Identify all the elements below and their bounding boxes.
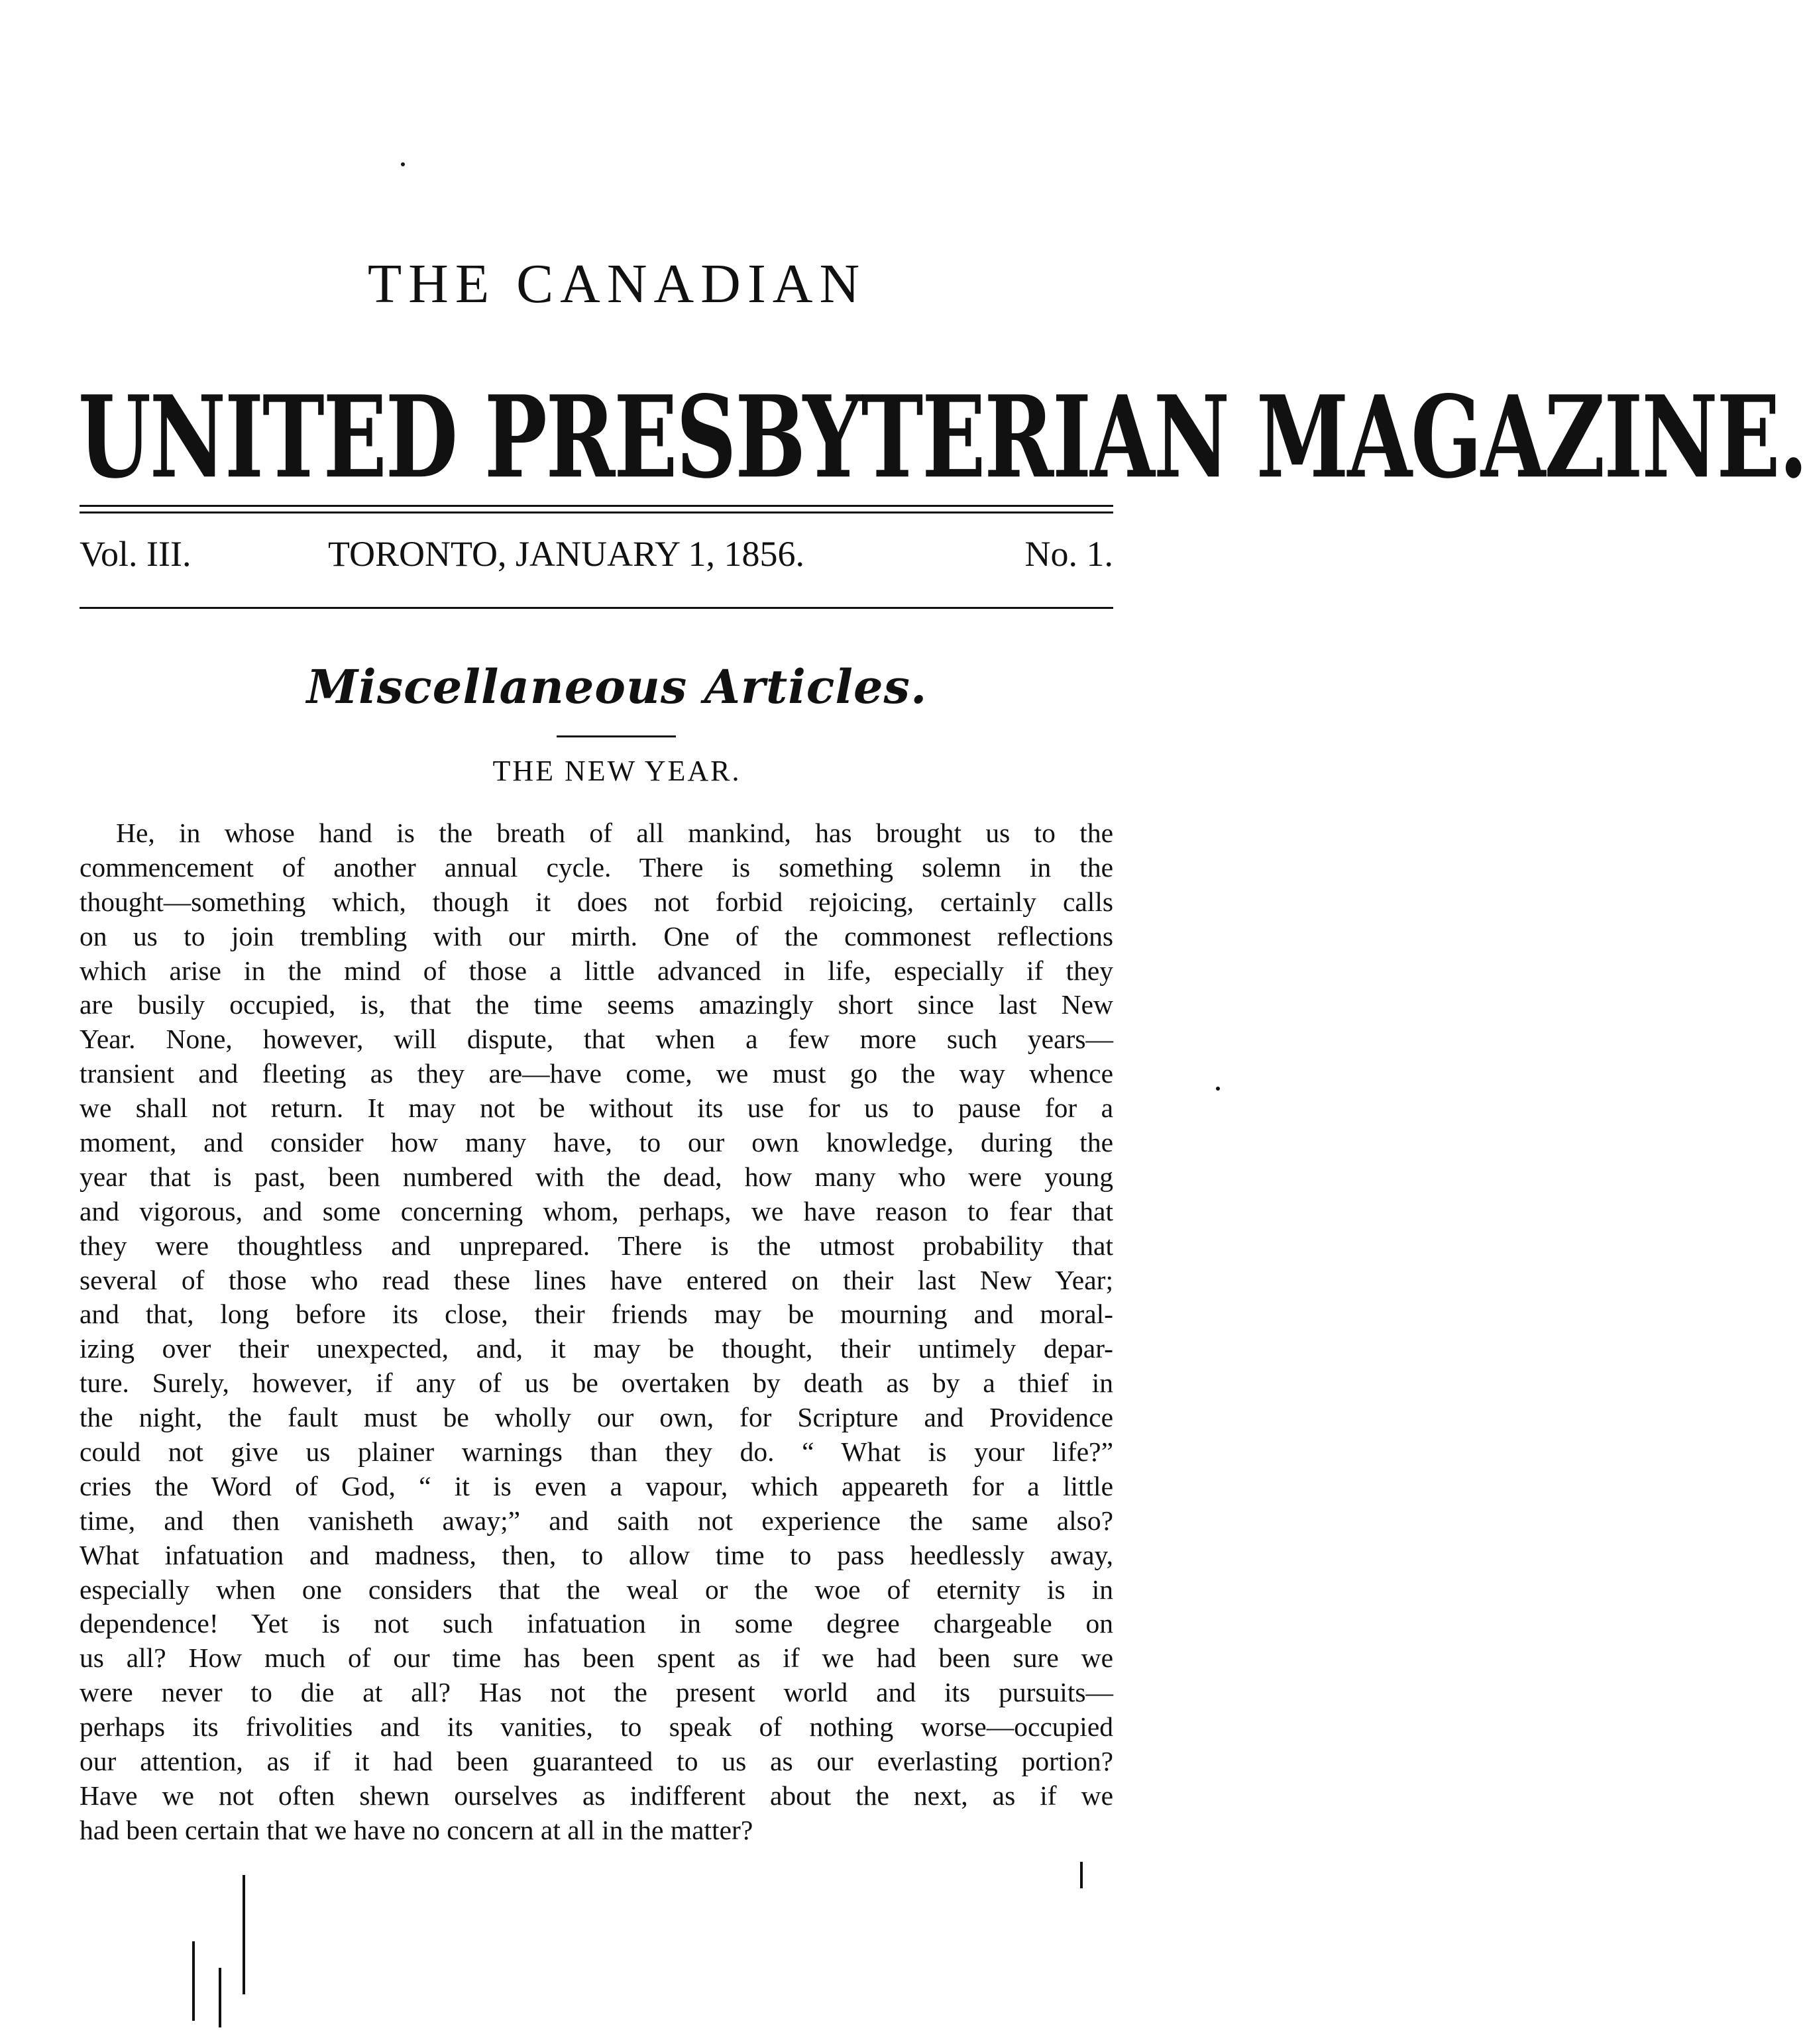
scan-mark	[219, 1968, 221, 2027]
body-line: several of those who read these lines have entered on their last New Year;	[80, 1264, 1113, 1295]
body-line: could not give us plainer warnings than they do. “ What is your life?”	[80, 1436, 1113, 1468]
masthead-title: UNITED PRESBYTERIAN MAGAZINE.	[78, 371, 1807, 504]
body-line: on us to join trembling with our mirth. One of the commonest reflections	[80, 920, 1113, 951]
body-line: He, in whose hand is the breath of all mankind, has brought us to the	[116, 818, 1113, 848]
masthead-double-rule	[80, 505, 1113, 513]
place-date: TORONTO, JANUARY 1, 1856.	[328, 534, 805, 574]
body-line: time, and then vanisheth away;” and saith not experience the same also?	[80, 1505, 1113, 1536]
masthead-subtitle: THE CANADIAN	[367, 253, 867, 315]
section-heading: Miscellaneous Articles.	[306, 659, 928, 714]
body-line: What infatuation and madness, then, to allow time to pass heedlessly away,	[80, 1539, 1113, 1570]
body-line: were never to die at all? Has not the present world and its pursuits—	[80, 1677, 1113, 1708]
body-line: commencement of another annual cycle. There is something solemn in the	[80, 851, 1113, 883]
body-line: are busily occupied, is, that the time seems amazingly short since last New	[80, 989, 1113, 1020]
body-line: our attention, as if it had been guaranteed to us as our everlasting portion?	[80, 1746, 1113, 1777]
section-divider	[557, 735, 676, 737]
issue-number: No. 1.	[1024, 534, 1113, 574]
scan-mark	[243, 1875, 245, 1994]
body-line: transient and fleeting as they are—have come, we must go the way whence	[80, 1058, 1113, 1089]
body-line: we shall not return. It may not be without its use for us to pause for a	[80, 1093, 1113, 1124]
scan-mark	[1080, 1862, 1083, 1888]
body-line: dependence! Yet is not such infatuation in some degree chargeable on	[80, 1608, 1113, 1639]
body-line: cries the Word of God, “ it is even a vapour, which appeareth for a little	[80, 1470, 1113, 1501]
body-line: izing over their unexpected, and, it may be thought, their untimely depar-	[80, 1333, 1113, 1364]
article-title: THE NEW YEAR.	[492, 755, 741, 787]
body-line: they were thoughtless and unprepared. There is the utmost probability that	[80, 1230, 1113, 1261]
body-line: perhaps its frivolities and its vanities, to speak of nothing worse—occupied	[80, 1711, 1113, 1743]
article-body	[80, 816, 1113, 1848]
body-line: especially when one considers that the weal or the woe of eternity is in	[80, 1574, 1113, 1605]
body-line: had been certain that we have no concern at all in the matter?	[80, 1814, 753, 1845]
volume-label: Vol. III.	[80, 534, 192, 574]
body-line: thought—something which, though it does not forbid rejoicing, certainly calls	[80, 886, 1113, 917]
body-line: moment, and consider how many have, to our own knowledge, during the	[80, 1127, 1113, 1158]
body-line: which arise in the mind of those a little advanced in life, especially if they	[80, 955, 1113, 986]
body-line: year that is past, been numbered with the dead, how many who were young	[80, 1161, 1113, 1192]
body-line: and that, long before its close, their friends may be mourning and moral-	[80, 1299, 1113, 1330]
scan-speck	[401, 162, 405, 166]
body-line: us all? How much of our time has been spent as if we had been sure we	[80, 1642, 1113, 1674]
issue-info-line	[80, 533, 1113, 580]
scan-mark	[192, 1941, 195, 2021]
body-line: Year. None, however, will dispute, that when a few more such years—	[80, 1024, 1113, 1055]
scan-speck	[1216, 1087, 1220, 1091]
body-line: ture. Surely, however, if any of us be overtaken by death as by a thief in	[80, 1368, 1113, 1399]
issue-rule	[80, 607, 1113, 609]
body-line: Have we not often shewn ourselves as indifferent about the next, as if we	[80, 1780, 1113, 1811]
body-line: the night, the fault must be wholly our own, for Scripture and Providence	[80, 1402, 1113, 1433]
body-line: and vigorous, and some concerning whom, perhaps, we have reason to fear that	[80, 1195, 1113, 1226]
